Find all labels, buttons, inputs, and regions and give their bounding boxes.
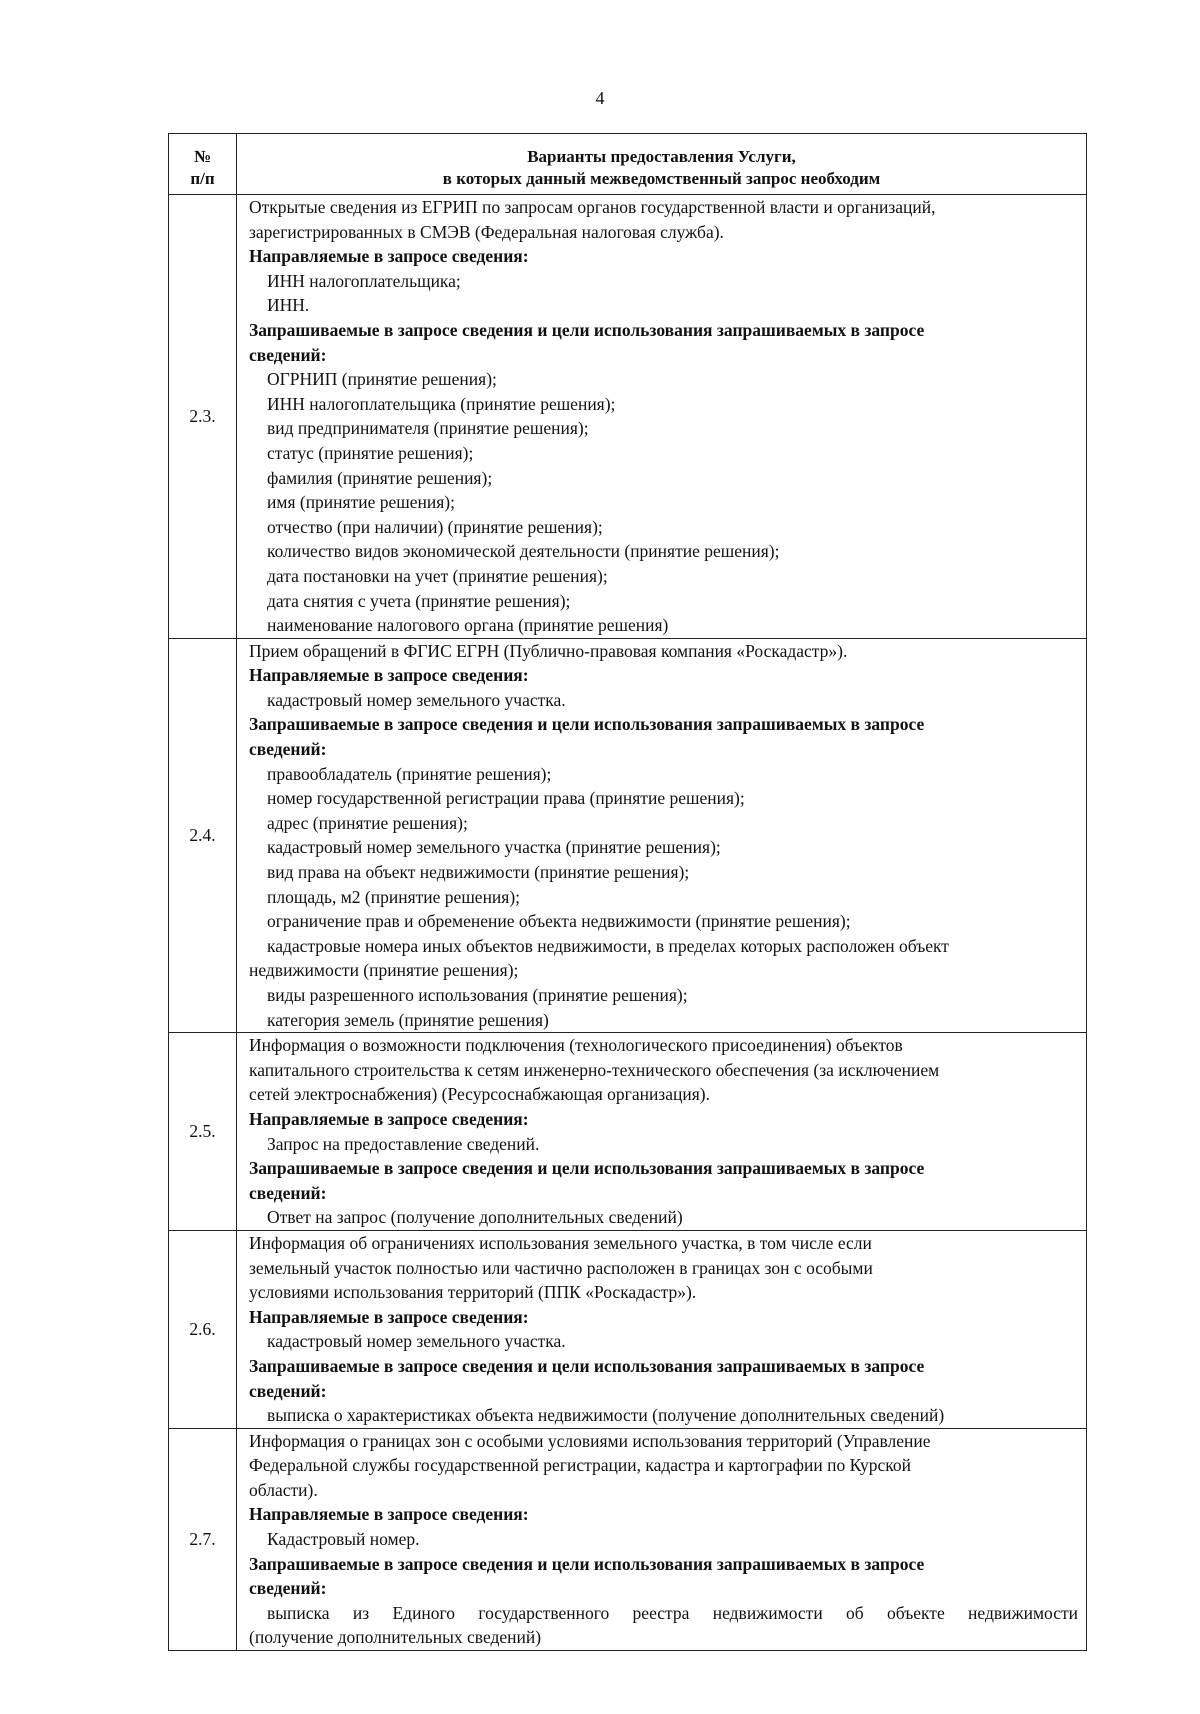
header-title-cell [237,134,1087,195]
text-line: фамилия (принятие решения); [267,467,493,488]
text-line: Ответ на запрос (получение дополнительных сведений) [267,1207,683,1228]
text-line: земельный участок полностью или частично расположен в границах зон с особыми [249,1257,873,1278]
section-heading-line: Запрашиваемые в запросе сведения и цели использования запрашиваемых в запросе [249,714,925,735]
text-line: капитального строительства к сетям инженерно-технического обеспечения (за исключением [249,1059,940,1080]
section-heading-line: Направляемые в запросе сведения: [249,1306,529,1327]
text-line: виды разрешенного использования (принятие решения); [267,985,688,1005]
text-line: недвижимости (принятие решения); [249,960,519,981]
row-content [237,1230,1087,1428]
row-number: 2.4. [169,638,237,1033]
text-line: Информация о границах зон с особыми условиями использования территорий (Управление [249,1430,931,1451]
text-line: категория земель (принятие решения) [267,1009,549,1030]
table-body [169,195,1087,1651]
text-line: условиями использования территорий (ППК «Роскадастр»). [249,1282,697,1303]
section-heading-line: Запрашиваемые в запросе сведения и цели использования запрашиваемых в запросе [249,1355,925,1376]
text-line: области). [249,1479,318,1500]
section-heading-line: Запрашиваемые в запросе сведения и цели использования запрашиваемых в запросе [249,1553,925,1574]
text-line: выписка о характеристиках объекта недвижимости (получение дополнительных сведений) [267,1405,945,1426]
text-line: (получение дополнительных сведений) [249,1627,542,1648]
header-number-symbol: № [193,147,212,166]
header-number-cell [169,134,237,195]
section-heading-line: сведений: [249,1578,327,1599]
requests-table [168,133,1087,1651]
header-title-line-1: Варианты предоставления Услуги, [527,147,796,166]
text-line: Федеральной службы государственной регистрации, кадастра и картографии по Курской [249,1455,911,1476]
row-content [237,638,1087,1033]
text-line: Информация об ограничениях использования земельного участка, в том числе если [249,1232,872,1253]
text-line: ограничение прав и обременение объекта недвижимости (принятие решения); [267,911,851,932]
section-heading-line: Направляемые в запросе сведения: [249,1108,529,1129]
text-line: дата снятия с учета (принятие решения); [267,590,571,611]
text-line: Информация о возможности подключения (технологического присоединения) объектов [249,1035,903,1056]
text-line: вид права на объект недвижимости (принятие решения); [267,862,690,883]
text-line: Открытые сведения из ЕГРИП по запросам органов государственной власти и организаций, [249,197,936,217]
section-heading-line: сведений: [249,1182,327,1203]
text-line: адрес (принятие решения); [267,812,468,833]
header-title-line-2: в которых данный межведомственный запрос необходим [442,169,881,188]
row-number: 2.7. [169,1428,237,1650]
text-line: ОГРНИП (принятие решения); [267,369,497,390]
text-line: выписка из Единого государственного реестра недвижимости об объекте недвижимости [267,1602,1078,1623]
text-line: отчество (при наличии) (принятие решения); [267,516,603,537]
row-content [237,1033,1087,1231]
text-line: Запрос на предоставление сведений. [267,1133,540,1154]
table-row [169,1033,1087,1231]
row-number: 2.3. [169,195,237,639]
section-heading-line: Направляемые в запросе сведения: [249,665,529,686]
section-heading-line: Запрашиваемые в запросе сведения и цели использования запрашиваемых в запросе [249,1158,925,1179]
text-line: имя (принятие решения); [267,492,455,513]
row-number: 2.5. [169,1033,237,1231]
text-line: наименование налогового органа (принятие решения) [267,615,669,636]
text-line: кадастровый номер земельного участка (принятие решения); [267,837,721,858]
table-row [169,1230,1087,1428]
header-number-abbr: п/п [190,169,215,188]
page-number: 4 [595,88,605,108]
row-number: 2.6. [169,1230,237,1428]
table-header-row [169,134,1087,195]
table-row [169,195,1087,639]
text-line: кадастровые номера иных объектов недвижимости, в пределах которых расположен объект [267,935,949,956]
text-line: количество видов экономической деятельности (принятие решения); [267,541,780,562]
text-line: дата постановки на учет (принятие решения); [267,565,608,586]
table-row [169,1428,1087,1650]
text-line: ИНН налогоплательщика; [267,270,461,291]
text-line: ИНН налогоплательщика (принятие решения); [267,393,616,414]
section-heading-line: Направляемые в запросе сведения: [249,246,529,267]
section-heading-line: сведений: [249,1380,327,1401]
section-heading-line: сведений: [249,739,327,760]
text-line: кадастровый номер земельного участка. [267,1331,566,1352]
section-heading-line: сведений: [249,344,327,365]
text-line: зарегистрированных в СМЭВ (Федеральная налоговая служба). [249,221,724,242]
row-content [237,1428,1087,1650]
text-line: правообладатель (принятие решения); [267,763,552,784]
text-line: ИНН. [267,295,310,316]
text-line: статус (принятие решения); [267,442,474,463]
section-heading-line: Запрашиваемые в запросе сведения и цели использования запрашиваемых в запросе [249,319,925,340]
text-line: номер государственной регистрации права (принятие решения); [267,788,745,809]
text-line: Кадастровый номер. [267,1529,420,1550]
table-row [169,638,1087,1033]
text-line: сетей электроснабжения) (Ресурсоснабжающая организация). [249,1084,710,1105]
text-line: кадастровый номер земельного участка. [267,689,566,710]
text-line: площадь, м2 (принятие решения); [267,886,521,907]
section-heading-line: Направляемые в запросе сведения: [249,1504,529,1525]
text-line: вид предпринимателя (принятие решения); [267,418,589,439]
row-content [237,195,1087,639]
text-line: Прием обращений в ФГИС ЕГРН (Публично-правовая компания «Роскадастр»). [249,640,848,661]
